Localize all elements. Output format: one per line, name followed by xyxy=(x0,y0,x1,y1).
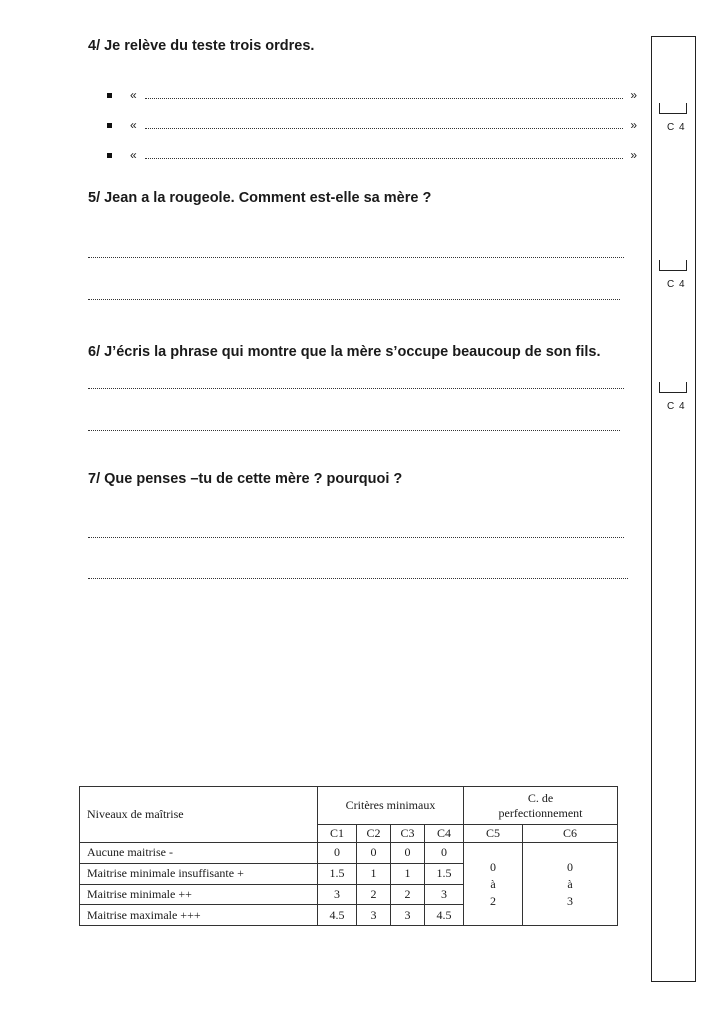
bullet-square-icon xyxy=(107,93,112,98)
answer-line[interactable] xyxy=(88,388,624,389)
question-4-title: 4/ Je relève du teste trois ordres. xyxy=(88,38,315,54)
grading-table xyxy=(79,786,618,926)
table-row: Aucune maitrise - 0 0 0 0 0 à 2 0 à 3 xyxy=(80,843,618,864)
score-box[interactable] xyxy=(659,382,687,393)
open-quote: « xyxy=(130,148,137,162)
answer-bullet-2[interactable] xyxy=(107,119,637,133)
answer-line[interactable] xyxy=(88,430,620,431)
close-quote: » xyxy=(630,148,637,162)
answer-bullet-3[interactable] xyxy=(107,149,637,163)
question-7-title: 7/ Que penses –tu de cette mère ? pourquoi ? xyxy=(88,471,403,487)
scoring-margin xyxy=(651,36,696,982)
answer-line[interactable] xyxy=(145,98,623,99)
score-label: C 4 xyxy=(667,122,686,133)
question-5-title: 5/ Jean a la rougeole. Comment est-elle sa mère ? xyxy=(88,190,432,206)
level-header: Niveaux de maîtrise xyxy=(80,787,318,843)
column-header-c4: C4 xyxy=(425,825,464,843)
column-header-c6: C6 xyxy=(523,825,618,843)
c5-range: 0 à 2 xyxy=(464,843,523,926)
score-label: C 4 xyxy=(667,401,686,412)
bullet-square-icon xyxy=(107,153,112,158)
c6-range: 0 à 3 xyxy=(523,843,618,926)
answer-bullet-1[interactable] xyxy=(107,89,637,103)
close-quote: » xyxy=(630,118,637,132)
column-header-c5: C5 xyxy=(464,825,523,843)
answer-line[interactable] xyxy=(88,299,620,300)
open-quote: « xyxy=(130,88,137,102)
answer-line[interactable] xyxy=(88,578,628,579)
answer-line[interactable] xyxy=(145,158,623,159)
table-row: Maitrise maximale +++ 4.5 3 3 4.5 xyxy=(80,905,618,926)
column-header-c2: C2 xyxy=(357,825,391,843)
answer-line[interactable] xyxy=(88,537,624,538)
score-box[interactable] xyxy=(659,103,687,114)
bullet-square-icon xyxy=(107,123,112,128)
column-header-c1: C1 xyxy=(318,825,357,843)
question-6-title: 6/ J’écris la phrase qui montre que la mère s’occupe beaucoup de son fils. xyxy=(88,344,601,360)
answer-line[interactable] xyxy=(145,128,623,129)
table-row: Maitrise minimale insuffisante + 1.5 1 1 1.5 xyxy=(80,863,618,884)
answer-line[interactable] xyxy=(88,257,624,258)
score-box[interactable] xyxy=(659,260,687,271)
table-row: Maitrise minimale ++ 3 2 2 3 xyxy=(80,884,618,905)
perfection-criteria-header: C. de perfectionnement xyxy=(464,787,618,825)
close-quote: » xyxy=(630,88,637,102)
score-label: C 4 xyxy=(667,279,686,290)
minimal-criteria-header: Critères minimaux xyxy=(318,787,464,825)
open-quote: « xyxy=(130,118,137,132)
column-header-c3: C3 xyxy=(391,825,425,843)
